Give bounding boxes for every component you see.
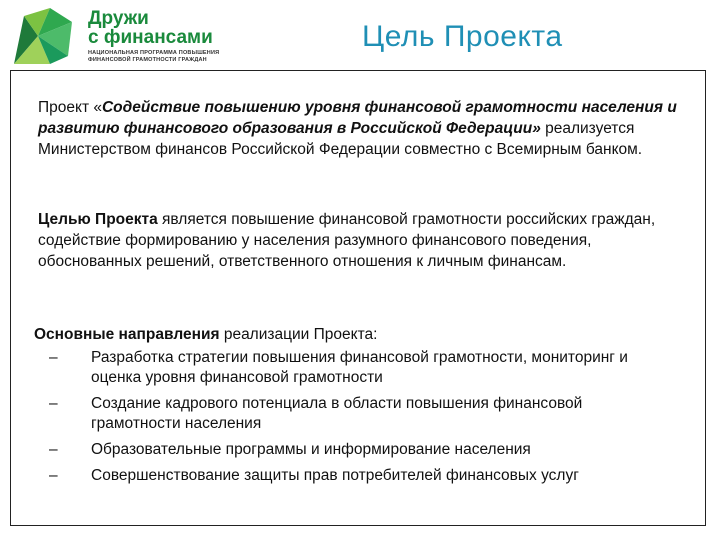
content-box bbox=[10, 70, 706, 526]
slide-title: Цель Проекта bbox=[362, 20, 563, 53]
dash-bullet: – bbox=[49, 441, 58, 458]
paragraph-project-lead: Проект « bbox=[38, 99, 102, 116]
list-item: – Совершенствование защиты прав потребителей финансовых услуг bbox=[49, 467, 579, 484]
logo-subtitle: НАЦИОНАЛЬНАЯ ПРОГРАММА ПОВЫШЕНИЯ ФИНАНСОВОЙ ГРАМОТНОСТИ ГРАЖДАН bbox=[88, 50, 220, 63]
paragraph-goal bbox=[38, 209, 688, 272]
dash-bullet: – bbox=[49, 349, 58, 366]
goal-lead: Целью Проекта bbox=[38, 211, 158, 228]
list-item: – Образовательные программы и информирование населения bbox=[49, 441, 531, 458]
logo-title: Дружи с финансами bbox=[88, 8, 213, 48]
directions-rest: реализации Проекта: bbox=[219, 326, 378, 343]
dash-bullet: – bbox=[49, 467, 58, 484]
paragraph-project bbox=[38, 97, 688, 160]
directions-heading bbox=[34, 324, 694, 345]
list-item: – Создание кадрового потенциала в области повышения финансовой грамотности населения bbox=[49, 395, 583, 432]
logo bbox=[10, 6, 230, 66]
list-item: – Разработка стратегии повышения финансовой грамотности, мониторинг и оценка уровня финансовой грамотности bbox=[49, 349, 628, 386]
project-name: Содействие повышению уровня финансовой грамотности населения и развитию финансового образования в Российской Федерации» bbox=[38, 99, 677, 137]
goal-rest: является повышение финансовой грамотности российских граждан, содействие формированию у населения разумного финансового поведения, обоснованных решений, ответственного отношения к личным финансам. bbox=[38, 211, 656, 270]
directions-lead: Основные направления bbox=[34, 326, 220, 343]
paragraph-project-rest: реализуется Министерством финансов Российской Федерации совместно с Всемирным банком. bbox=[38, 120, 643, 158]
dash-bullet: – bbox=[49, 395, 58, 412]
directions-list bbox=[41, 348, 641, 492]
logo-emblem-icon bbox=[10, 6, 80, 66]
